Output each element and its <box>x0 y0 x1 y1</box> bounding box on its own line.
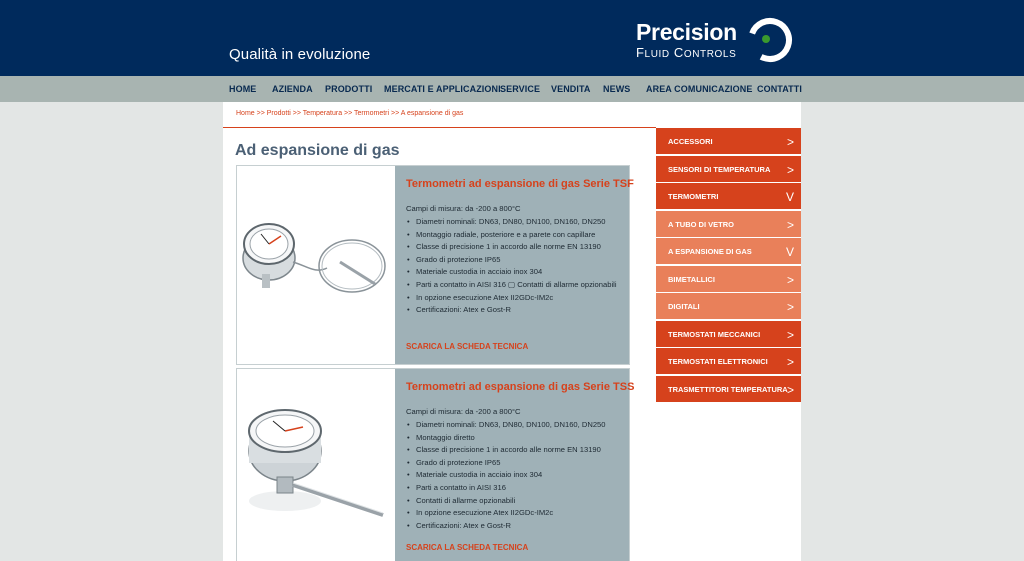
chevron-right-icon: > <box>786 382 794 397</box>
side-item-espansione-gas[interactable] <box>656 238 801 264</box>
logo[interactable] <box>636 18 737 62</box>
nav-azienda[interactable]: AZIENDA <box>272 84 313 94</box>
side-item-digitali[interactable] <box>656 293 801 319</box>
chevron-right-icon: > <box>786 272 794 287</box>
side-item-termometri[interactable] <box>656 183 801 209</box>
site-tagline: Qualità in evoluzione <box>229 46 371 63</box>
spec-item: • Certificazioni: Atex e Gost-R <box>406 520 619 533</box>
product-range: Campi di misura: da -200 a 800°C <box>406 407 521 416</box>
site-header <box>0 0 1024 76</box>
side-item-label: A ESPANSIONE DI GAS <box>668 247 752 256</box>
logo-main-text: Precision <box>636 19 737 45</box>
spec-item: • Montaggio diretto <box>406 432 619 445</box>
chevron-right-icon: > <box>786 135 794 149</box>
product-range: Campi di misura: da -200 a 800°C <box>406 204 521 213</box>
spec-item: • In opzione esecuzione Atex II2GDc-IM2c <box>406 507 619 520</box>
breadcrumb-divider <box>223 127 656 128</box>
product-spec-list <box>406 216 619 317</box>
spec-item: • Parti a contatto in AISI 316 ▢ Contatti di allarme opzionabili <box>406 279 619 292</box>
spec-item: • Grado di protezione IP65 <box>406 457 619 470</box>
chevron-down-icon: V <box>785 190 794 204</box>
side-item-label: A TUBO DI VETRO <box>668 219 734 229</box>
product-info <box>395 166 634 364</box>
side-item-termostati-elettronici[interactable] <box>656 348 801 374</box>
side-item-tubo-vetro[interactable] <box>656 211 801 237</box>
chevron-right-icon: > <box>786 327 794 342</box>
chevron-right-icon: > <box>786 355 794 369</box>
main-nav <box>0 76 1024 102</box>
breadcrumb[interactable]: Home >> Prodotti >> Temperatura >> Termometri >> A espansione di gas <box>236 110 464 117</box>
chevron-right-icon: > <box>786 300 794 314</box>
spec-item: • Certificazioni: Atex e Gost-R <box>406 304 619 317</box>
chevron-right-icon: > <box>786 162 794 177</box>
category-side-menu <box>656 128 801 403</box>
product-card-tss <box>236 368 635 561</box>
spec-item: • Parti a contatto in AISI 316 <box>406 482 619 495</box>
nav-home[interactable]: HOME <box>229 84 257 94</box>
capillary-thermometer-image <box>237 166 395 364</box>
logo-mark-icon <box>746 16 794 64</box>
side-item-label: TERMOSTATI ELETTRONICI <box>668 357 768 366</box>
side-item-termostati-meccanici[interactable] <box>656 321 801 347</box>
side-item-sensori-temperatura[interactable] <box>656 156 801 182</box>
spec-item: • Diametri nominali: DN63, DN80, DN100, DN160, DN250 <box>406 419 619 432</box>
product-card-tsf <box>236 165 634 365</box>
product-info <box>395 369 635 561</box>
spec-item: • Classe di precisione 1 in accordo alle norme EN 13190 <box>406 241 619 254</box>
page-title: Ad espansione di gas <box>235 142 400 159</box>
side-item-label: ACCESSORI <box>668 137 713 146</box>
side-item-label: SENSORI DI TEMPERATURA <box>668 164 771 174</box>
side-item-accessori[interactable] <box>656 128 801 154</box>
product-title[interactable]: Termometri ad espansione di gas Serie TSS <box>406 381 635 393</box>
nav-prodotti[interactable]: PRODOTTI <box>325 84 373 94</box>
nav-service[interactable]: SERVICE <box>500 84 541 94</box>
spec-item: • Classe di precisione 1 in accordo alle norme EN 13190 <box>406 444 619 457</box>
logo-sub-text: FLUID CONTROLS <box>636 45 737 60</box>
side-item-label: TERMOMETRI <box>668 192 719 201</box>
side-item-label: DIGITALI <box>668 302 700 311</box>
chevron-down-icon: V <box>785 245 794 259</box>
product-image <box>237 369 395 561</box>
side-item-bimetallici[interactable] <box>656 266 801 292</box>
spec-item: • Grado di protezione IP65 <box>406 254 619 267</box>
spec-item: • Contatti di allarme opzionabili <box>406 495 619 508</box>
spec-item: • Diametri nominali: DN63, DN80, DN100, DN160, DN250 <box>406 216 619 229</box>
product-spec-list <box>406 419 619 532</box>
side-item-label: TERMOSTATI MECCANICI <box>668 329 761 339</box>
product-image <box>237 166 395 364</box>
spec-item: • Materiale custodia in acciaio inox 304 <box>406 469 619 482</box>
side-item-label: BIMETALLICI <box>668 274 715 284</box>
chevron-right-icon: > <box>786 217 794 232</box>
nav-vendita[interactable]: VENDITA <box>551 84 591 94</box>
download-datasheet-link[interactable]: SCARICA LA SCHEDA TECNICA <box>406 543 529 552</box>
nav-contatti[interactable]: CONTATTI <box>757 84 802 94</box>
spec-item: • In opzione esecuzione Atex II2GDc-IM2c <box>406 292 619 305</box>
side-item-label: TRASMETTITORI TEMPERATURA <box>668 384 788 394</box>
nav-mercati-applicazioni[interactable]: MERCATI E APPLICAZIONI <box>384 84 501 94</box>
spec-item: • Materiale custodia in acciaio inox 304 <box>406 266 619 279</box>
spec-item: • Montaggio radiale, posteriore e a parete con capillare <box>406 229 619 242</box>
nav-news[interactable]: NEWS <box>603 84 631 94</box>
nav-area-comunicazione[interactable]: AREA COMUNICAZIONE <box>646 84 753 94</box>
product-title[interactable]: Termometri ad espansione di gas Serie TSF <box>406 178 634 190</box>
download-datasheet-link[interactable]: SCARICA LA SCHEDA TECNICA <box>406 342 529 351</box>
stem-thermometer-image <box>237 369 395 561</box>
side-item-trasmettitori-temperatura[interactable] <box>656 376 801 402</box>
